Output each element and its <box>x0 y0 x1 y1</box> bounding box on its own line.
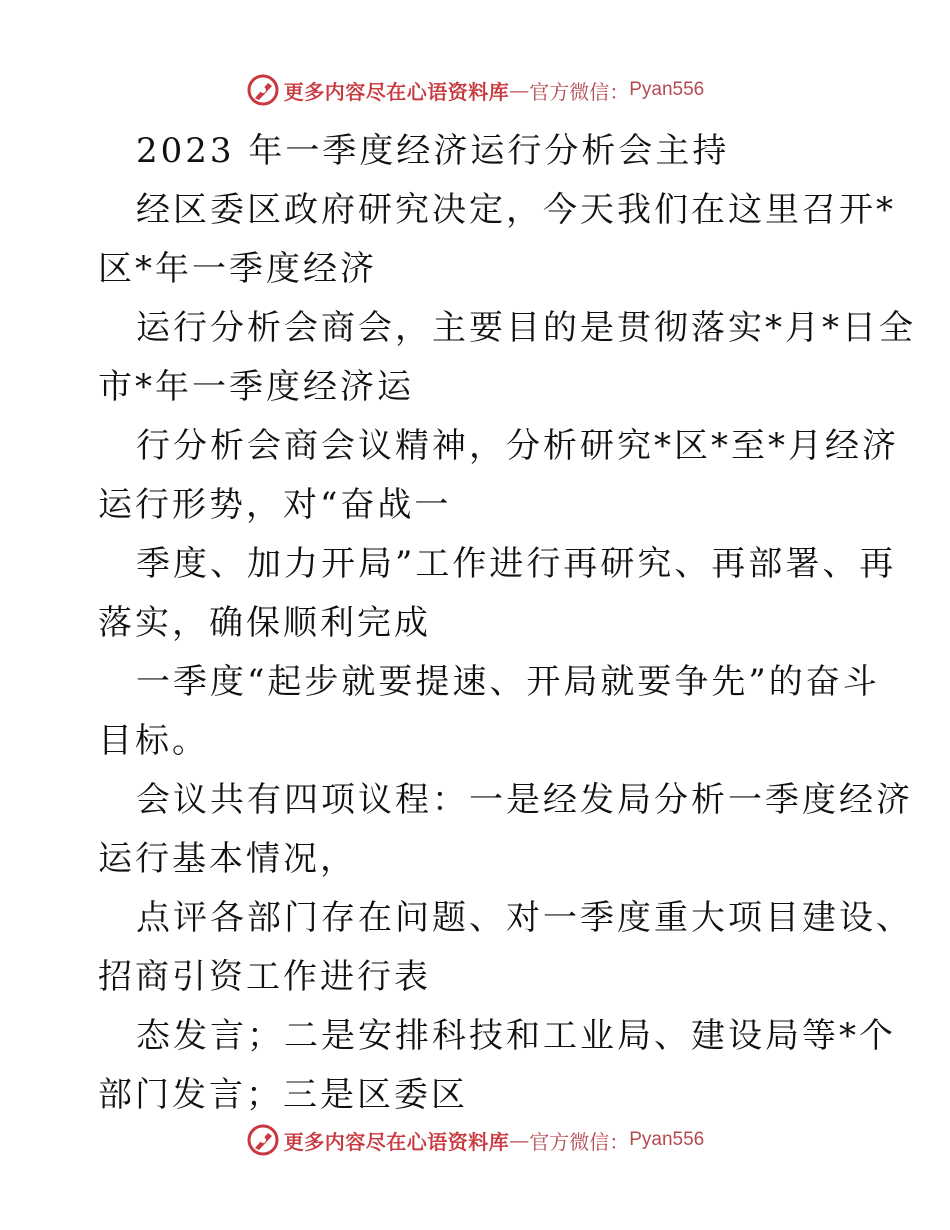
document-body <box>98 122 916 1125</box>
watermark-sub-text: 官方微信： <box>529 79 630 104</box>
text-line: 季度、加力开局”工作进行再研究、再部署、再 <box>136 544 897 584</box>
text-line: 2023 年一季度经济运行分析会主持 <box>136 131 730 171</box>
watermark-main-text: 更多内容尽在心语资料库 <box>283 79 510 104</box>
watermark-sub-text: 官方微信： <box>529 1129 630 1154</box>
text-line: 会议共有四项议程：一是经发局分析一季度经济 <box>136 780 913 820</box>
text-line: 运行基本情况， <box>98 839 357 879</box>
text-line: 区*年一季度经济 <box>98 249 377 289</box>
watermark-id: Pyan556 <box>629 79 705 100</box>
text-line: 目标。 <box>98 721 209 761</box>
watermark-main-text: 更多内容尽在心语资料库 <box>283 1129 510 1154</box>
pen-logo-icon <box>246 1123 280 1157</box>
text-line: 行分析会商会议精神，分析研究*区*至*月经济 <box>136 426 899 466</box>
pen-logo-icon <box>246 73 280 107</box>
text-line: 点评各部门存在问题、对一季度重大项目建设、 <box>136 898 913 938</box>
text-line: 态发言；二是安排科技和工业局、建设局等*个 <box>136 1016 896 1056</box>
watermark-separator: — <box>509 1128 530 1152</box>
watermark-footer <box>0 1120 950 1160</box>
text-line: 落实，确保顺利完成 <box>98 603 431 643</box>
watermark-header <box>0 70 950 110</box>
text-line: 招商引资工作进行表 <box>98 957 431 997</box>
text-line: 运行形势，对“奋战一 <box>98 485 452 525</box>
text-line: 一季度“起步就要提速、开局就要争先”的奋斗 <box>136 662 880 702</box>
text-line: 经区委区政府研究决定，今天我们在这里召开* <box>136 190 896 230</box>
watermark-id: Pyan556 <box>629 1129 705 1150</box>
text-line: 运行分析会商会，主要目的是贯彻落实*月*日全 <box>136 308 916 348</box>
text-line: 部门发言；三是区委区 <box>98 1075 468 1115</box>
watermark-separator: — <box>509 78 530 102</box>
text-line: 市*年一季度经济运 <box>98 367 414 407</box>
